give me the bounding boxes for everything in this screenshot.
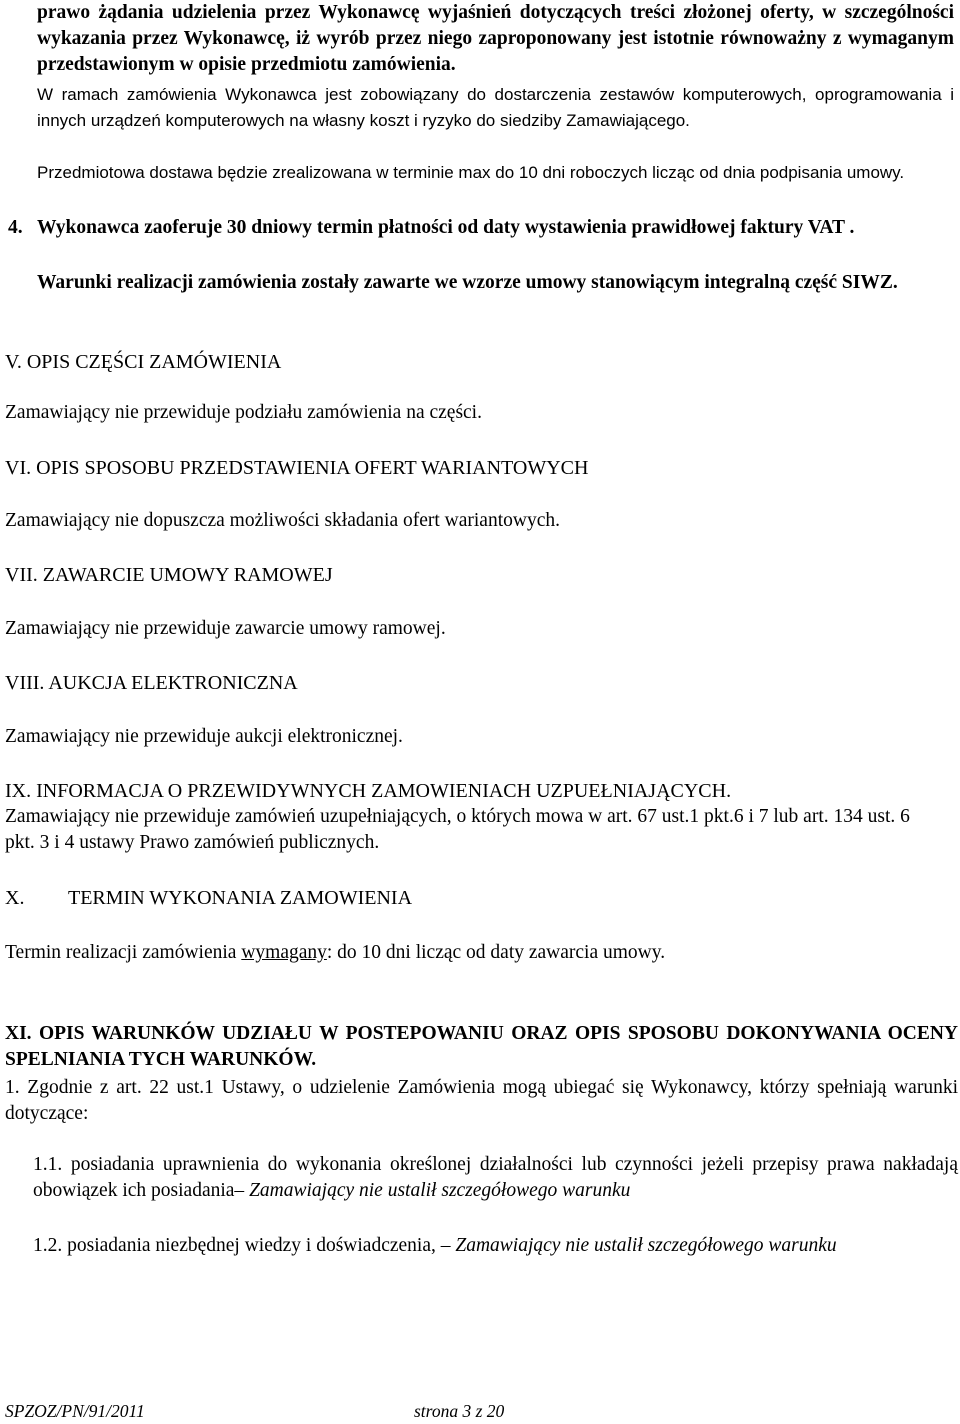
section-10-body — [5, 940, 665, 966]
section-11-paragraph-1: 1. Zgodnie z art. 22 ust.1 Ustawy, o udzielenie Zamówienia mogą ubiegać się Wykonawcy, którzy spełniają warunki dotyczące: — [5, 1077, 958, 1124]
section-11-item-1-1 — [33, 1152, 958, 1204]
section-6-body: Zamawiający nie dopuszcza możliwości składania ofert wariantowych. — [5, 510, 560, 531]
footer-reference: SPZOZ/PN/91/2011 — [5, 1401, 145, 1421]
item-1-1-italic: Zamawiający nie ustalił szczegółowego warunku — [249, 1180, 631, 1201]
section-10-number: X. — [5, 887, 25, 909]
section-5-title: V. OPIS CZĘŚCI ZAMÓWIENIA — [5, 351, 282, 373]
item-1-1-text: 1.1. posiadania uprawnienia do wykonania określonej działalności lub czynności jeżeli przepisy prawa nakładają obowiązek ich posiadania– — [33, 1154, 958, 1201]
section-9-title: IX. INFORMACJA O PRZEWIDYWNYCH ZAMOWIENIACH UZPUEŁNIAJĄCYCH. — [5, 780, 732, 802]
item-4-number: 4. — [8, 217, 23, 238]
section-11-item-1-2 — [33, 1233, 958, 1259]
section-10-body-pre: Termin realizacji zamówienia — [5, 942, 242, 963]
section-8-body: Zamawiający nie przewiduje aukcji elektronicznej. — [5, 726, 403, 747]
section-7-title: VII. ZAWARCIE UMOWY RAMOWEJ — [5, 564, 333, 586]
delivery-paragraph: W ramach zamówienia Wykonawca jest zobowiązany do dostarczenia zestawów komputerowych, oprogramowania i innych urządzeń komputerowych na własny koszt i ryzyko do siedziby Zamawiającego. — [37, 85, 954, 130]
item-4-text: Wykonawca zaoferuje 30 dniowy termin płatności od daty wystawienia prawidłowej faktury VAT . — [37, 217, 855, 238]
section-11-title: XI. OPIS WARUNKÓW UDZIAŁU W POSTEPOWANIU ORAZ OPIS SPOSOBU DOKONYWANIA OCENY SPELNIANIA TYCH WARUNKÓW. — [5, 1023, 958, 1070]
item-4-conditions: Warunki realizacji zamówienia zostały zawarte we wzorze umowy stanowiącym integralną część SIWZ. — [37, 272, 898, 293]
section-10-body-underlined: wymagany — [241, 942, 327, 963]
section-10-body-post: : do 10 dni licząc od daty zawarcia umowy. — [326, 942, 666, 963]
intro-paragraph: prawo żądania udzielenia przez Wykonawcę wyjaśnień dotyczących treści złożonej oferty, w szczególności wykazania przez Wykonawcę, iż wyrób przez niego zaproponowany jest istotnie równoważny z wymaganym przedstawionym w opisie przedmiotu zamówienia. — [37, 2, 954, 75]
item-1-2-text: 1.2. posiadania niezbędnej wiedzy i doświadczenia, – — [33, 1235, 456, 1256]
section-6-title: VI. OPIS SPOSOBU PRZEDSTAWIENIA OFERT WARIANTOWYCH — [5, 457, 589, 479]
footer-page-number: strona 3 z 20 — [414, 1401, 505, 1421]
section-8-title: VIII. AUKCJA ELEKTRONICZNA — [5, 672, 298, 694]
section-7-body: Zamawiający nie przewiduje zawarcie umowy ramowej. — [5, 618, 446, 639]
item-1-2-italic: Zamawiający nie ustalił szczegółowego warunku — [455, 1235, 837, 1256]
section-5-body: Zamawiający nie przewiduje podziału zamówienia na części. — [5, 402, 482, 423]
term-paragraph: Przedmiotowa dostawa będzie zrealizowana w terminie max do 10 dni roboczych licząc od dnia podpisania umowy. — [37, 163, 905, 182]
section-10-title: TERMIN WYKONANIA ZAMOWIENIA — [68, 887, 413, 909]
section-9-body: Zamawiający nie przewiduje zamówień uzupełniających, o których mowa w art. 67 ust.1 pkt.6 i 7 lub art. 134 ust. 6 pkt. 3 i 4 ustawy Prawo zamówień publicznych. — [5, 806, 910, 853]
